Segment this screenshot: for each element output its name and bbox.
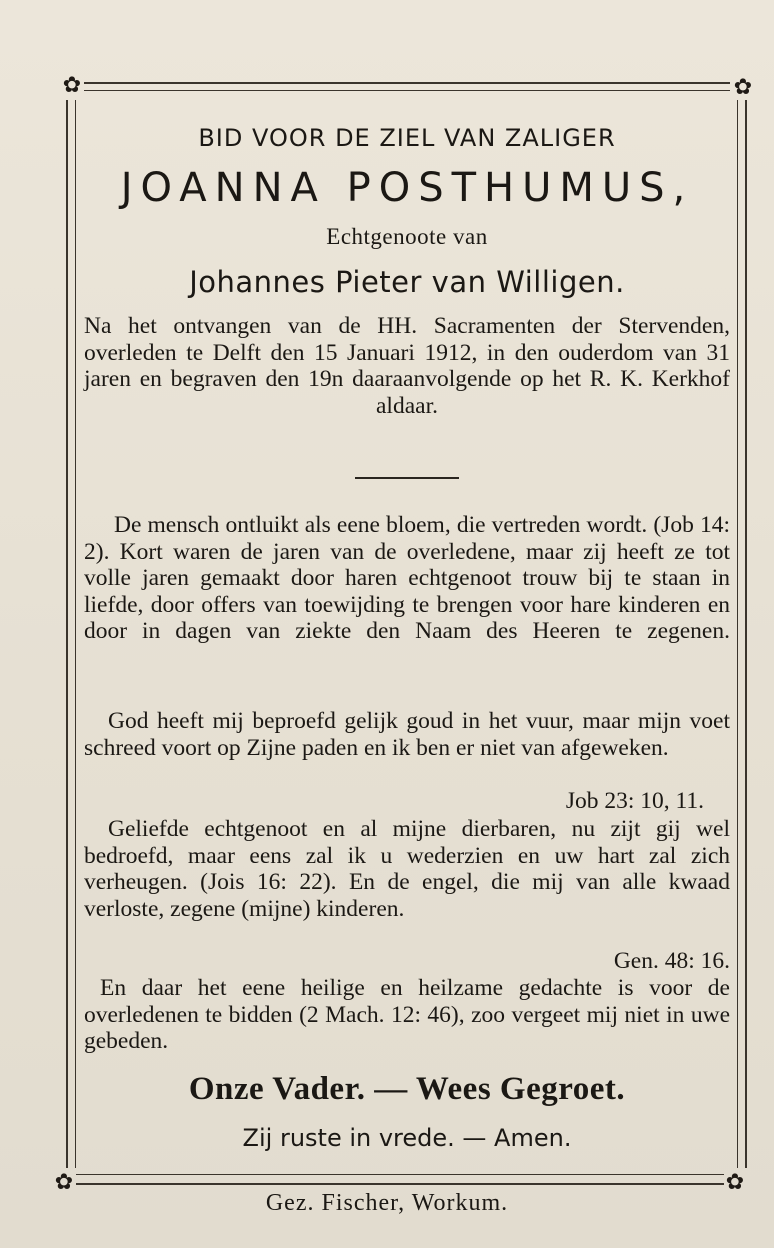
printer-credit: Gez. Fischer, Workum. <box>265 1190 509 1216</box>
border-left-inner <box>75 100 76 1168</box>
border-top-inner <box>84 90 730 91</box>
verse-paragraph-4: En daar het eene heilige en heilzame gedachte is voor de overledenen te bidden (2 Mach. 12: 46), zoo vergeet mij niet in uwe gebeden. <box>84 975 730 1054</box>
bible-reference-gen: Gen. 48: 16. <box>613 948 730 974</box>
flower-ornament-icon: ✿ <box>62 73 82 98</box>
death-notice-paragraph: Na het ontvangen van de HH. Sacramenten der Stervenden, overleden te Delft den 15 Januari 1912, in den ouderdom van 31 jaren en begraven den 19n daaraanvolgende op het R. K. Kerkhof aldaar. <box>84 313 730 419</box>
deceased-name: JOANNA POSTHUMUS, <box>120 165 694 211</box>
flower-ornament-icon: ✿ <box>725 1170 745 1195</box>
flower-ornament-icon: ✿ <box>733 75 753 100</box>
border-bottom-inner <box>76 1174 724 1175</box>
border-right-outer <box>745 100 747 1168</box>
verse-paragraph-3: Geliefde echtgenoot en al mijne dierbaren, nu zijt gij wel bedroefd, maar eens zal ik u wederzien en uw hart zal zich verheugen. (Jois 16: 22). En de engel, die mij van alle kwaad verloste, zegene (mijne) kinderen. <box>84 816 730 922</box>
border-top-outer <box>84 82 730 84</box>
border-bottom-outer <box>76 1183 724 1185</box>
divider-rule <box>355 477 459 479</box>
spouse-intro: Echtgenoote van <box>326 224 488 249</box>
flower-ornament-icon: ✿ <box>54 1170 74 1195</box>
border-right-inner <box>737 100 738 1168</box>
verse-paragraph-2: God heeft mij beproefd gelijk goud in het vuur, maar mijn voet schreed voort op Zijne paden en ik ben er niet van afgeweken. <box>84 708 730 761</box>
border-left-outer <box>66 100 68 1168</box>
spouse-name: Johannes Pieter van Willigen. <box>189 265 625 299</box>
prayer-line: Onze Vader. — Wees Gegroet. <box>188 1071 626 1107</box>
header-text: BID VOOR DE ZIEL VAN ZALIGER <box>198 124 616 152</box>
verse-paragraph-1: De mensch ontluikt als eene bloem, die vertreden wordt. (Job 14: 2). Kort waren de jaren van de overledene, maar zij heeft ze tot volle jaren gemaakt door haren echtgenoot trouw bij te staan in liefde, door offers van toewijding te brengen voor hare kinderen en door in dagen van ziekte den Naam des Heeren te zegenen. <box>84 512 730 644</box>
bible-reference-job: Job 23: 10, 11. <box>565 788 704 814</box>
rest-in-peace-line: Zij ruste in vrede. — Amen. <box>242 1124 572 1152</box>
